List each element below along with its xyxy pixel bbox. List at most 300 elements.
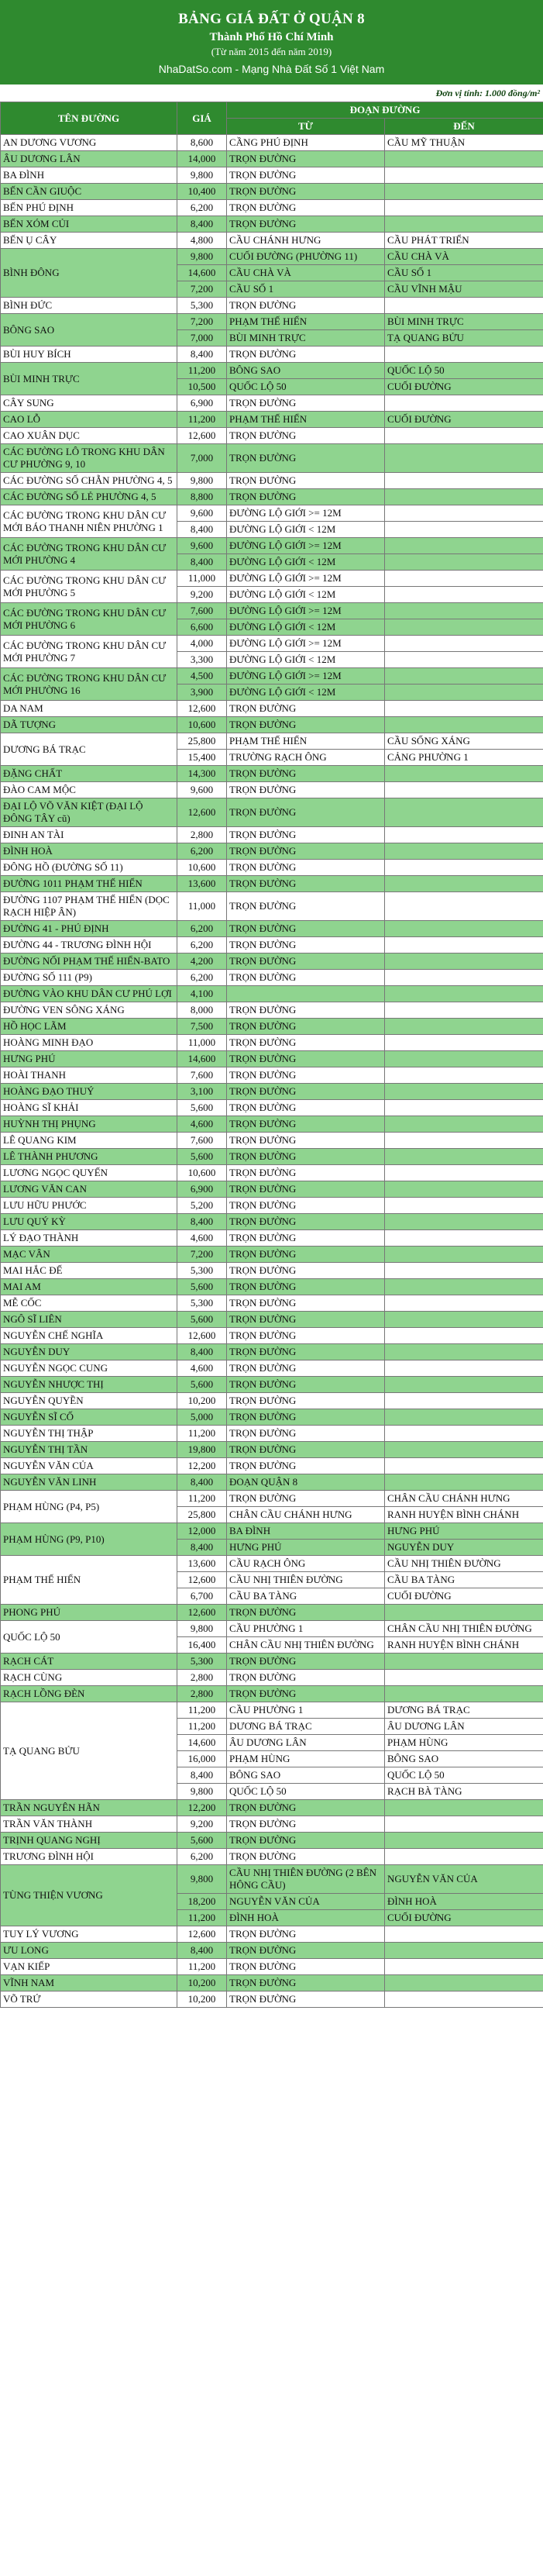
- price-cell: 4,100: [177, 986, 227, 1002]
- to-cell: [385, 1116, 543, 1133]
- street-name-cell: ÂU DƯƠNG LÂN: [1, 151, 177, 167]
- to-cell: [385, 1686, 543, 1702]
- price-cell: 10,200: [177, 1975, 227, 1991]
- price-cell: 7,500: [177, 1019, 227, 1035]
- from-cell: TRỌN ĐƯỜNG: [227, 1133, 385, 1149]
- street-name-cell: RẠCH CÁT: [1, 1654, 177, 1670]
- price-cell: 12,600: [177, 1926, 227, 1943]
- to-cell: [385, 216, 543, 233]
- from-cell: TRỌN ĐƯỜNG: [227, 876, 385, 892]
- to-cell: [385, 200, 543, 216]
- table-row: [1, 314, 543, 330]
- from-cell: TRỌN ĐƯỜNG: [227, 1084, 385, 1100]
- from-cell: CUỐI ĐƯỜNG (PHƯỜNG 11): [227, 249, 385, 265]
- from-cell: TRỌN ĐƯỜNG: [227, 298, 385, 314]
- price-cell: 18,200: [177, 1894, 227, 1910]
- to-cell: [385, 1426, 543, 1442]
- table-row: [1, 1556, 543, 1572]
- from-cell: HƯNG PHÚ: [227, 1540, 385, 1556]
- table-row: [1, 701, 543, 717]
- price-cell: 8,400: [177, 554, 227, 571]
- to-cell: [385, 1605, 543, 1621]
- price-cell: 6,900: [177, 395, 227, 412]
- to-cell: [385, 1975, 543, 1991]
- to-cell: CẦU SỐNG XÁNG: [385, 733, 543, 750]
- table-row: [1, 1605, 543, 1621]
- price-cell: 10,600: [177, 1165, 227, 1181]
- from-cell: TRỌN ĐƯỜNG: [227, 717, 385, 733]
- street-name-cell: TRƯƠNG ĐÌNH HỘI: [1, 1849, 177, 1865]
- from-cell: TRỌN ĐƯỜNG: [227, 1458, 385, 1474]
- from-cell: BÔNG SAO: [227, 1767, 385, 1784]
- street-name-cell: CÂY SUNG: [1, 395, 177, 412]
- from-cell: ĐOẠN QUẬN 8: [227, 1474, 385, 1491]
- to-cell: CUỐI ĐƯỜNG: [385, 412, 543, 428]
- table-row: [1, 1491, 543, 1507]
- price-cell: 10,600: [177, 860, 227, 876]
- table-row: [1, 1975, 543, 1991]
- table-row: [1, 1458, 543, 1474]
- price-cell: 19,800: [177, 1442, 227, 1458]
- street-name-cell: CÁC ĐƯỜNG TRONG KHU DÂN CƯ MỚI PHƯỜNG 7: [1, 636, 177, 668]
- price-cell: 12,600: [177, 1328, 227, 1344]
- price-cell: 8,400: [177, 1943, 227, 1959]
- from-cell: [227, 986, 385, 1002]
- from-cell: TRỌN ĐƯỜNG: [227, 827, 385, 843]
- price-cell: 14,600: [177, 1735, 227, 1751]
- table-row: [1, 1816, 543, 1833]
- table-row: [1, 953, 543, 970]
- to-cell: [385, 766, 543, 782]
- table-row: [1, 1865, 543, 1894]
- to-cell: [385, 1019, 543, 1035]
- street-name-cell: HƯNG PHÚ: [1, 1051, 177, 1067]
- price-cell: 11,200: [177, 1702, 227, 1719]
- to-cell: CẦU VĨNH MẬU: [385, 281, 543, 298]
- to-cell: CẦU MỸ THUẬN: [385, 135, 543, 151]
- table-row: [1, 1474, 543, 1491]
- table-row: [1, 489, 543, 505]
- to-cell: [385, 603, 543, 619]
- street-name-cell: NGUYỄN THỊ TẦN: [1, 1442, 177, 1458]
- street-name-cell: CÁC ĐƯỜNG TRONG KHU DÂN CƯ MỚI BÁO THANH NIÊN PHƯỜNG 1: [1, 505, 177, 538]
- price-cell: 11,200: [177, 1426, 227, 1442]
- street-name-cell: QUỐC LỘ 50: [1, 1621, 177, 1654]
- to-cell: [385, 1442, 543, 1458]
- price-cell: 14,600: [177, 1051, 227, 1067]
- table-row: [1, 892, 543, 921]
- from-cell: CẦU NHỊ THIÊN ĐƯỜNG (2 BÊN HÔNG CẦU): [227, 1865, 385, 1894]
- street-name-cell: BÌNH ĐỨC: [1, 298, 177, 314]
- street-name-cell: NGUYỄN CHẾ NGHĨA: [1, 1328, 177, 1344]
- from-cell: ĐƯỜNG LỘ GIỚI >= 12M: [227, 668, 385, 685]
- street-name-cell: HỒ HỌC LÃM: [1, 1019, 177, 1035]
- from-cell: TRỌN ĐƯỜNG: [227, 1149, 385, 1165]
- table-row: [1, 1247, 543, 1263]
- street-name-cell: NGUYỄN DUY: [1, 1344, 177, 1360]
- street-name-cell: RẠCH LỒNG ĐÈN: [1, 1686, 177, 1702]
- table-row: [1, 298, 543, 314]
- table-row: [1, 200, 543, 216]
- to-cell: [385, 1833, 543, 1849]
- price-cell: 6,600: [177, 619, 227, 636]
- col-header-segment: ĐOẠN ĐƯỜNG: [227, 102, 543, 119]
- street-name-cell: HOÀNG ĐẠO THUÝ: [1, 1084, 177, 1100]
- table-row: [1, 1621, 543, 1637]
- street-name-cell: CAO XUÂN DỤC: [1, 428, 177, 444]
- table-row: [1, 428, 543, 444]
- street-name-cell: ĐINH AN TÀI: [1, 827, 177, 843]
- from-cell: TRỌN ĐƯỜNG: [227, 1263, 385, 1279]
- price-cell: 7,200: [177, 1247, 227, 1263]
- price-cell: 9,600: [177, 505, 227, 522]
- table-row: [1, 1426, 543, 1442]
- street-name-cell: CÁC ĐƯỜNG TRONG KHU DÂN CƯ MỚI PHƯỜNG 6: [1, 603, 177, 636]
- table-row: [1, 1702, 543, 1719]
- table-row: [1, 216, 543, 233]
- table-row: [1, 1654, 543, 1670]
- from-cell: CẦU NHỊ THIÊN ĐƯỜNG: [227, 1572, 385, 1588]
- table-row: [1, 1800, 543, 1816]
- price-cell: 7,000: [177, 330, 227, 347]
- street-name-cell: BÙI MINH TRỰC: [1, 363, 177, 395]
- to-cell: [385, 1328, 543, 1344]
- to-cell: [385, 1458, 543, 1474]
- price-cell: 10,200: [177, 1393, 227, 1409]
- table-row: [1, 412, 543, 428]
- to-cell: [385, 522, 543, 538]
- from-cell: TRỌN ĐƯỜNG: [227, 1491, 385, 1507]
- table-row: [1, 571, 543, 587]
- street-name-cell: BÔNG SAO: [1, 314, 177, 347]
- to-cell: ĐÌNH HOÀ: [385, 1894, 543, 1910]
- to-cell: [385, 1279, 543, 1295]
- to-cell: DƯƠNG BÁ TRẠC: [385, 1702, 543, 1719]
- from-cell: TRỌN ĐƯỜNG: [227, 1393, 385, 1409]
- street-name-cell: VẠN KIẾP: [1, 1959, 177, 1975]
- to-cell: [385, 444, 543, 473]
- to-cell: [385, 1816, 543, 1833]
- table-row: [1, 1377, 543, 1393]
- to-cell: [385, 347, 543, 363]
- from-cell: TRỌN ĐƯỜNG: [227, 1975, 385, 1991]
- price-cell: 8,400: [177, 216, 227, 233]
- price-cell: 5,000: [177, 1409, 227, 1426]
- table-row: [1, 1279, 543, 1295]
- street-name-cell: ĐƯỜNG SỐ 111 (P9): [1, 970, 177, 986]
- street-name-cell: CÁC ĐƯỜNG LÔ TRONG KHU DÂN CƯ PHƯỜNG 9, 10: [1, 444, 177, 473]
- from-cell: TRỌN ĐƯỜNG: [227, 1019, 385, 1035]
- price-cell: 7,600: [177, 603, 227, 619]
- price-cell: 7,600: [177, 1133, 227, 1149]
- from-cell: TRỌN ĐƯỜNG: [227, 1279, 385, 1295]
- price-cell: 9,800: [177, 167, 227, 184]
- table-row: [1, 1523, 543, 1540]
- to-cell: [385, 636, 543, 652]
- page-title: BẢNG GIÁ ĐẤT Ở QUẬN 8: [178, 11, 365, 27]
- from-cell: TRỌN ĐƯỜNG: [227, 766, 385, 782]
- street-name-cell: CÁC ĐƯỜNG TRONG KHU DÂN CƯ MỚI PHƯỜNG 16: [1, 668, 177, 701]
- price-cell: 11,200: [177, 1910, 227, 1926]
- table-row: [1, 1051, 543, 1067]
- to-cell: [385, 717, 543, 733]
- from-cell: TRỌN ĐƯỜNG: [227, 798, 385, 827]
- price-cell: 12,000: [177, 1523, 227, 1540]
- to-cell: QUỐC LỘ 50: [385, 1767, 543, 1784]
- street-name-cell: DA NAM: [1, 701, 177, 717]
- street-name-cell: HOÀNG MINH ĐẠO: [1, 1035, 177, 1051]
- from-cell: BA ĐÌNH: [227, 1523, 385, 1540]
- to-cell: [385, 505, 543, 522]
- price-cell: 4,600: [177, 1116, 227, 1133]
- price-cell: 9,200: [177, 587, 227, 603]
- from-cell: TRỌN ĐƯỜNG: [227, 1926, 385, 1943]
- from-cell: TRỌN ĐƯỜNG: [227, 1230, 385, 1247]
- street-name-cell: CÁC ĐƯỜNG SỐ CHẴN PHƯỜNG 4, 5: [1, 473, 177, 489]
- price-cell: 7,600: [177, 1067, 227, 1084]
- price-cell: 11,200: [177, 1719, 227, 1735]
- street-name-cell: NGUYỄN NGỌC CUNG: [1, 1360, 177, 1377]
- table-row: [1, 733, 543, 750]
- price-cell: 9,800: [177, 473, 227, 489]
- price-cell: 4,800: [177, 233, 227, 249]
- price-cell: 10,200: [177, 1991, 227, 2008]
- table-row: [1, 1019, 543, 1035]
- from-cell: TRỌN ĐƯỜNG: [227, 1295, 385, 1312]
- street-name-cell: BẾN XÓM CỦI: [1, 216, 177, 233]
- price-cell: 6,900: [177, 1181, 227, 1198]
- price-cell: 12,600: [177, 701, 227, 717]
- price-cell: 8,400: [177, 347, 227, 363]
- street-name-cell: TẠ QUANG BỬU: [1, 1702, 177, 1800]
- street-name-cell: NGUYỄN VĂN LINH: [1, 1474, 177, 1491]
- to-cell: [385, 1230, 543, 1247]
- price-cell: 10,500: [177, 379, 227, 395]
- table-row: [1, 1198, 543, 1214]
- to-cell: [385, 986, 543, 1002]
- street-name-cell: ĐƯỜNG VEN SÔNG XÁNG: [1, 1002, 177, 1019]
- from-cell: TRỌN ĐƯỜNG: [227, 1312, 385, 1328]
- site-tagline: NhaDatSo.com - Mạng Nhà Đất Số 1 Việt Nam: [158, 63, 385, 75]
- from-cell: TRỌN ĐƯỜNG: [227, 1344, 385, 1360]
- street-name-cell: CÁC ĐƯỜNG TRONG KHU DÂN CƯ MỚI PHƯỜNG 5: [1, 571, 177, 603]
- price-cell: 9,800: [177, 249, 227, 265]
- to-cell: [385, 970, 543, 986]
- street-name-cell: BÌNH ĐÔNG: [1, 249, 177, 298]
- street-name-cell: TRẦN NGUYÊN HÃN: [1, 1800, 177, 1816]
- from-cell: ĐÌNH HOÀ: [227, 1910, 385, 1926]
- from-cell: TRỌN ĐƯỜNG: [227, 1377, 385, 1393]
- from-cell: TRỌN ĐƯỜNG: [227, 444, 385, 473]
- price-cell: 16,000: [177, 1751, 227, 1767]
- price-cell: 3,100: [177, 1084, 227, 1100]
- to-cell: [385, 1084, 543, 1100]
- price-cell: 25,800: [177, 733, 227, 750]
- price-cell: 5,300: [177, 1295, 227, 1312]
- street-name-cell: BÙI HUY BÍCH: [1, 347, 177, 363]
- to-cell: CẦU PHÁT TRIỂN: [385, 233, 543, 249]
- from-cell: TRỌN ĐƯỜNG: [227, 1686, 385, 1702]
- to-cell: [385, 843, 543, 860]
- street-name-cell: ĐÔNG HỒ (ĐƯỜNG SỐ 11): [1, 860, 177, 876]
- to-cell: CẦU CHÀ VÀ: [385, 249, 543, 265]
- price-cell: 12,600: [177, 1605, 227, 1621]
- to-cell: [385, 1943, 543, 1959]
- to-cell: [385, 1377, 543, 1393]
- col-header-street: TÊN ĐƯỜNG: [1, 102, 177, 135]
- to-cell: [385, 1247, 543, 1263]
- price-cell: 14,000: [177, 151, 227, 167]
- to-cell: CẦU SỐ 1: [385, 265, 543, 281]
- table-row: [1, 538, 543, 554]
- to-cell: [385, 701, 543, 717]
- from-cell: ĐƯỜNG LỘ GIỚI >= 12M: [227, 571, 385, 587]
- table-row: [1, 1943, 543, 1959]
- price-cell: 9,800: [177, 1784, 227, 1800]
- to-cell: CẦU BA TÀNG: [385, 1572, 543, 1588]
- street-name-cell: BẾN CẦN GIUỘC: [1, 184, 177, 200]
- from-cell: TRỌN ĐƯỜNG: [227, 782, 385, 798]
- price-cell: 11,200: [177, 1959, 227, 1975]
- price-cell: 6,200: [177, 200, 227, 216]
- from-cell: TRỌN ĐƯỜNG: [227, 1959, 385, 1975]
- to-cell: NGUYỄN VĂN CỦA: [385, 1865, 543, 1894]
- table-row: [1, 1181, 543, 1198]
- to-cell: BÔNG SAO: [385, 1751, 543, 1767]
- page-header: [0, 0, 543, 84]
- street-name-cell: HOÀI THANH: [1, 1067, 177, 1084]
- table-row: [1, 1328, 543, 1344]
- to-cell: [385, 1360, 543, 1377]
- price-cell: 8,600: [177, 135, 227, 151]
- table-row: [1, 1165, 543, 1181]
- street-name-cell: TRỊNH QUANG NGHỊ: [1, 1833, 177, 1849]
- street-name-cell: ĐƯỜNG 1011 PHẠM THẾ HIỂN: [1, 876, 177, 892]
- from-cell: TRỌN ĐƯỜNG: [227, 1800, 385, 1816]
- price-cell: 11,000: [177, 1035, 227, 1051]
- street-name-cell: TÙNG THIỆN VƯƠNG: [1, 1865, 177, 1926]
- table-row: [1, 1084, 543, 1100]
- to-cell: [385, 1165, 543, 1181]
- price-cell: 13,600: [177, 1556, 227, 1572]
- price-cell: 7,000: [177, 444, 227, 473]
- price-cell: 7,200: [177, 281, 227, 298]
- to-cell: [385, 167, 543, 184]
- street-name-cell: AN DƯƠNG VƯƠNG: [1, 135, 177, 151]
- from-cell: ĐƯỜNG LỘ GIỚI < 12M: [227, 685, 385, 701]
- from-cell: TRỌN ĐƯỜNG: [227, 1360, 385, 1377]
- price-cell: 8,400: [177, 1214, 227, 1230]
- street-name-cell: ĐƯỜNG VÀO KHU DÂN CƯ PHÚ LỢI: [1, 986, 177, 1002]
- price-cell: 5,600: [177, 1149, 227, 1165]
- street-name-cell: LÝ ĐẠO THÀNH: [1, 1230, 177, 1247]
- price-cell: 11,200: [177, 363, 227, 379]
- price-cell: 10,400: [177, 184, 227, 200]
- street-name-cell: CÁC ĐƯỜNG SỐ LẺ PHƯỜNG 4, 5: [1, 489, 177, 505]
- price-cell: 6,200: [177, 937, 227, 953]
- price-cell: 3,900: [177, 685, 227, 701]
- to-cell: CẦU NHỊ THIÊN ĐƯỜNG: [385, 1556, 543, 1572]
- street-name-cell: NGUYỄN NHƯỢC THỊ: [1, 1377, 177, 1393]
- street-name-cell: LƯƠNG VĂN CAN: [1, 1181, 177, 1198]
- street-name-cell: BA ĐÌNH: [1, 167, 177, 184]
- to-cell: [385, 827, 543, 843]
- to-cell: NGUYỄN DUY: [385, 1540, 543, 1556]
- table-row: [1, 717, 543, 733]
- to-cell: RẠCH BÀ TÀNG: [385, 1784, 543, 1800]
- street-name-cell: DƯƠNG BÁ TRẠC: [1, 733, 177, 766]
- from-cell: TRỌN ĐƯỜNG: [227, 937, 385, 953]
- street-name-cell: CÁC ĐƯỜNG TRONG KHU DÂN CƯ MỚI PHƯỜNG 4: [1, 538, 177, 571]
- price-cell: 5,600: [177, 1279, 227, 1295]
- to-cell: [385, 921, 543, 937]
- street-name-cell: LƯU QUÝ KỲ: [1, 1214, 177, 1230]
- to-cell: CUỐI ĐƯỜNG: [385, 1588, 543, 1605]
- to-cell: [385, 1800, 543, 1816]
- table-row: [1, 860, 543, 876]
- from-cell: TRỌN ĐƯỜNG: [227, 1328, 385, 1344]
- table-row: [1, 1344, 543, 1360]
- table-row: [1, 1670, 543, 1686]
- to-cell: [385, 1991, 543, 2008]
- street-name-cell: PHẠM HÙNG (P9, P10): [1, 1523, 177, 1556]
- street-name-cell: NGUYỄN THỊ THẬP: [1, 1426, 177, 1442]
- from-cell: ĐƯỜNG LỘ GIỚI < 12M: [227, 587, 385, 603]
- col-header-price: GIÁ: [177, 102, 227, 135]
- to-cell: [385, 1067, 543, 1084]
- from-cell: TRỌN ĐƯỜNG: [227, 1833, 385, 1849]
- price-cell: 12,600: [177, 798, 227, 827]
- from-cell: CẦNG PHÚ ĐỊNH: [227, 135, 385, 151]
- from-cell: TRỌN ĐƯỜNG: [227, 184, 385, 200]
- to-cell: [385, 473, 543, 489]
- to-cell: RANH HUYỆN BÌNH CHÁNH: [385, 1637, 543, 1654]
- table-row: [1, 1409, 543, 1426]
- table-row: [1, 151, 543, 167]
- price-cell: 2,800: [177, 1686, 227, 1702]
- from-cell: TRỌN ĐƯỜNG: [227, 1051, 385, 1067]
- from-cell: ĐƯỜNG LỘ GIỚI < 12M: [227, 619, 385, 636]
- price-cell: 12,200: [177, 1800, 227, 1816]
- to-cell: [385, 1654, 543, 1670]
- price-cell: 6,200: [177, 843, 227, 860]
- price-table: [0, 102, 543, 2008]
- to-cell: [385, 587, 543, 603]
- street-name-cell: HOÀNG SĨ KHẢI: [1, 1100, 177, 1116]
- to-cell: TẠ QUANG BỬU: [385, 330, 543, 347]
- to-cell: BÙI MINH TRỰC: [385, 314, 543, 330]
- table-row: [1, 970, 543, 986]
- from-cell: PHẠM THẾ HIỂN: [227, 733, 385, 750]
- to-cell: [385, 1295, 543, 1312]
- table-row: [1, 473, 543, 489]
- price-cell: 2,800: [177, 827, 227, 843]
- price-cell: 8,400: [177, 1540, 227, 1556]
- street-name-cell: NGÔ SĨ LIÊN: [1, 1312, 177, 1328]
- price-cell: 16,400: [177, 1637, 227, 1654]
- to-cell: [385, 554, 543, 571]
- price-cell: 8,400: [177, 522, 227, 538]
- price-cell: 4,600: [177, 1230, 227, 1247]
- to-cell: [385, 571, 543, 587]
- to-cell: [385, 953, 543, 970]
- from-cell: TRỌN ĐƯỜNG: [227, 1670, 385, 1686]
- table-row: [1, 1002, 543, 1019]
- price-cell: 8,000: [177, 1002, 227, 1019]
- street-name-cell: MỄ CỐC: [1, 1295, 177, 1312]
- from-cell: CẦU RẠCH ÔNG: [227, 1556, 385, 1572]
- street-name-cell: LƯƠNG NGỌC QUYẾN: [1, 1165, 177, 1181]
